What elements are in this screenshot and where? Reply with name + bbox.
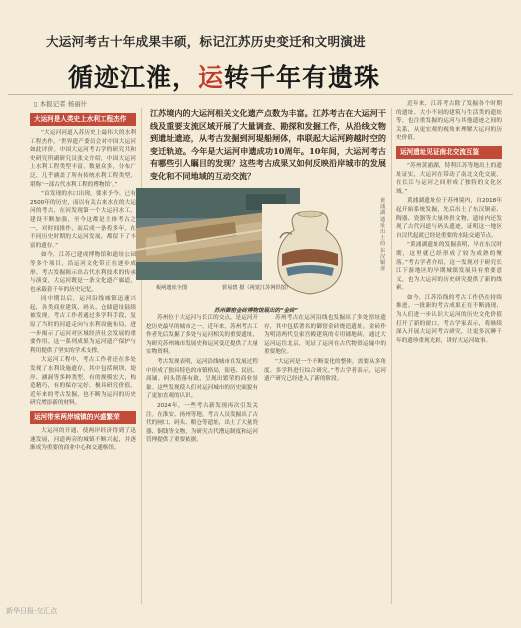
- paragraph: 如今，江苏沿线的考古工作仍在持续推进。一批新的考古成果正在不断涌现，为人们进一步认识大运河的历史文化价值打开了新的窗口。考古学家表示，将继续深入开展大运河考古研究，让更多沉睡千年的遗珍重现光彩，讲好大运河故事。: [396, 294, 502, 344]
- column-divider: [141, 108, 142, 604]
- byline: ▯ 本报记者 杨丽什: [34, 100, 88, 108]
- caption-credit: 貿易碧 摄（视觉江苏网供图）: [222, 285, 292, 291]
- section-heading-hydraulic: 大运河是人类史上水利工程杰作: [30, 113, 136, 126]
- middle-column-left: [146, 314, 258, 606]
- headline-part-1: 循迹江淮，: [68, 63, 199, 92]
- headline-calligraphy-character: 运: [198, 63, 225, 92]
- section-heading-towns: 运河带来两岸城镇的兴盛繁荣: [30, 411, 136, 424]
- paragraph: 如今，江苏已建成博物馆和遗址公园等多个项目，沿运河文化带正在逐步成形。考古发掘揭示出古代水利技术的传承与演变，大运河既是一条文化遗产廊道，也承载着千年的历史记忆。: [30, 252, 136, 293]
- paragraph: “黄浦湖遗址的发掘表明，早在东汉时期，这里就已经形成了较为成熟的聚落。”考古学者介绍，这一发现对于研究长江下游地区的早期城镇发展具有重要意义，也为大运河的历史研究提供了新的线索。: [396, 242, 502, 292]
- watermark-logo: 新华日报·交汇点: [6, 607, 58, 615]
- middle-column-right: [264, 314, 386, 606]
- headline-part-2: 转千年有遗珠: [224, 63, 381, 92]
- image-cluster: [136, 188, 390, 306]
- caption-brick-photo: 苏州御窑金砖博物馆展出的“金砖”: [213, 308, 299, 314]
- paragraph: “首发现的水口出现，要求予今、已有2500年的历史，而以有关古来水在的大运河的考古，在河发现第一个大运河水工，建设不断加强，至今这都是主体考古之一，对时间推作，而后成一条将多年，在不同历史时期的大运河发展，都留下了丰富的遗存。”: [30, 191, 136, 249]
- paragraph: “大运河是一个不断变化的整体，需要从多角度、多学科进行综合研究。”考古学者表示，运河遗产研究已经进入了新的阶段。: [264, 358, 386, 383]
- caption-vertical: 黄浦湖遗址出土的东汉铜壶: [380, 198, 386, 273]
- header-divider: [8, 94, 513, 95]
- lead-box: [150, 107, 386, 183]
- paragraph: 考古发现表明，运河沿线城市在发展过程中形成了独具特色的市镇格局，街巷、民居、商铺、码头错落有致，呈现出繁荣的商业景象。这些发现使人们对运河城市的历史面貌有了更加直观的认识。: [146, 358, 258, 400]
- article-kicker: 大运河考古十年成果丰硕，标记江苏历史变迁和文明演进: [46, 34, 366, 49]
- article-headline: [68, 58, 380, 94]
- paragraph: 2024年，一些考古新发现再次引发关注。在淮安、扬州等地，考古人员发掘出了古代的闸口、码头、粮仓等遗址，出土了大量瓷器、铜钱等文物，为研究古代漕运制度和运河管理提供了重要依据。: [146, 402, 258, 444]
- paragraph: 大运河工程中，考古工作者还在多处发现了水利设施遗存，其中包括闸坝、堤岸、涵洞等多种类型，有的规模宏大，构造精巧，有的保存完好，极具研究价值。近年来的考古发掘，也不断为运河的历史研究增添新的材料。: [30, 357, 136, 407]
- lead-paragraph: 江苏境内的大运河相关文化遗产点数为丰富。江苏考古在大运河干线及重要支流区域开展了大量调查、勘探和发掘工作，从沿线文物到遗址遗迹，从考古发掘到河堤船闸体，串联起大运河跨越时空的变迁轨迹。今年是大运河申遗成功10周年。10年间，大运河考古有哪些引人瞩目的发现？这些考古成果又如何反映沿岸城市的发展变化和不同地域的互动交流？: [150, 108, 386, 181]
- paragraph: 同中期以后，运河沿线城镇迅速兴起，各类商业建筑、码头、仓储遗址陆续被发现。考古工作者通过多学科手段，复原了当时的河道走向与水利设施布局，进一步揭示了运河对区域经济社会发展的重要作用。这一系列成果为运河遗产保护与利用提供了坚实的学术支撑。: [30, 296, 136, 354]
- paragraph: 近年来，江苏考古除了发掘各个时期的遗址、大小不同的建筑与生活类的遗址等，也注重发掘的运河与其他遗迹之间的关系，从更宏观的视角来理解大运河的历史价值。: [396, 101, 502, 142]
- caption-site: 板闸遗址全图: [156, 285, 188, 291]
- paragraph: 黄浦湖遗址位于苏州境内，自2018年起开始系统发掘，先后出土了东汉铜壶、陶器、瓷器等大量珍贵文物，遗址内还发现了古代河道与码头遗迹，证明这一地区自汉代起就已经是重要的水陆交通节点。: [396, 198, 502, 239]
- paragraph: 苏州考古在运河沿线也发掘出了多处窑址遗存，其中包括著名的御窑金砖烧造遗址。金砖作为明清两代皇家宫殿建筑的专用铺地砖，通过大运河运往北京，见证了运河在古代物资运输中的重要地位。: [264, 315, 386, 356]
- paragraph: 苏州位于大运河与长江的交点，是运河开挖历史最早的城市之一。近年来，苏州考古工作者先后发掘了多处与运河相关的重要遗址，为研究苏州城市发展史和运河变迁提供了大量实物资料。: [146, 315, 258, 356]
- left-column: [30, 110, 136, 602]
- paragraph: “大运河河道入苏历史上最伟大的水利工程杰作，‘世界遗产委员会对中国大运河如此评价。中国大运河考古学的研究共和史研究所副研究员张文介绍，中国大运河上水利工程类型丰富，数量众多，分布广泛，几乎涵盖了所有传统水利工程类型，堪称‘一部古代水利工程的博物馆’。”: [30, 130, 136, 188]
- paragraph: “苏州黄浦湖，特利江苏等地出土的遗址证实，大运河在带动了南北文化交流，在长江与运河之间形成了独特的文化区域。”: [396, 162, 502, 195]
- section-heading-exchange: 运河遗址见证南北交流互鉴: [396, 146, 502, 159]
- column-divider: [391, 108, 392, 604]
- right-column: [396, 100, 502, 606]
- paragraph: 大运河的开通，使两岸经济得到了迅速发展，河道两旁的城镇不断兴起，并逐渐成为重要的商业中心和交通枢纽。: [30, 428, 136, 452]
